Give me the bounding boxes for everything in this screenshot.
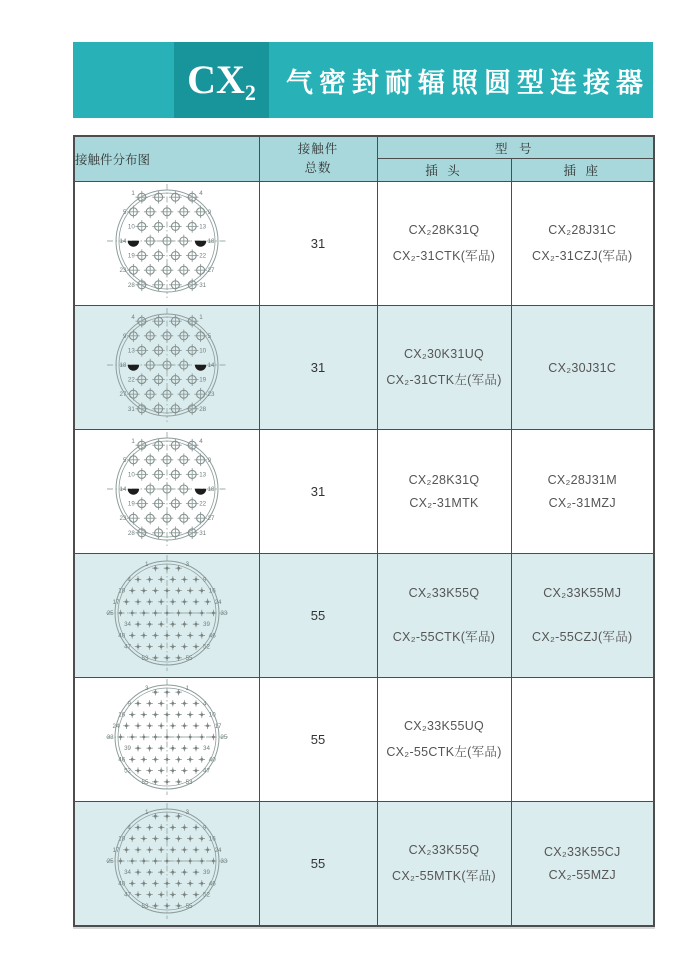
svg-text:4: 4 [202,700,207,708]
svg-text:52: 52 [123,767,131,775]
svg-text:10: 10 [208,711,216,719]
contact-count: 31 [259,306,377,430]
svg-text:27: 27 [119,391,127,399]
svg-text:47: 47 [123,643,131,651]
socket-models-cell [511,306,654,430]
svg-text:39: 39 [202,621,210,629]
pin-diagram [85,182,249,300]
header-model: 型 号 [377,136,654,159]
svg-text:16: 16 [208,835,216,843]
pin-diagram-cell [74,306,259,430]
plug-models-cell [377,554,511,678]
svg-text:4: 4 [198,438,203,446]
svg-text:19: 19 [127,252,135,260]
svg-text:24: 24 [214,598,222,606]
svg-text:34: 34 [123,869,131,877]
pin-diagram-cell [74,802,259,927]
page-title: 气密封耐辐照圆型连接器 [286,67,649,98]
svg-text:13: 13 [198,223,206,231]
spec-table-body [74,182,654,927]
socket-models [512,845,654,882]
socket-models [512,223,654,264]
header-socket: 插 座 [511,159,654,182]
svg-text:1: 1 [185,685,189,693]
model-text: CX₂-31CTK左(军品) [386,373,502,387]
svg-text:3: 3 [185,809,189,817]
header-contact-layout: 接触件分布图 [74,136,259,182]
svg-text:9: 9 [127,700,131,708]
header-contact-count-line1: 接触件 [297,141,339,156]
pin-diagram [85,554,249,672]
svg-text:16: 16 [118,711,125,719]
series-logo-text: CX [187,57,245,102]
svg-text:24: 24 [112,722,120,730]
plug-models [378,347,511,388]
svg-text:3: 3 [144,685,149,693]
svg-text:31: 31 [127,405,135,413]
svg-text:3: 3 [185,561,189,569]
svg-text:10: 10 [198,347,206,355]
model-text: CX₂-31MZJ [548,496,616,510]
contact-count: 55 [259,678,377,802]
svg-text:55: 55 [185,902,193,910]
svg-text:39: 39 [123,745,131,753]
svg-text:52: 52 [202,643,210,651]
contact-count: 31 [259,182,377,306]
header-contact-count-line2: 总数 [304,161,332,175]
plug-models-cell [377,802,511,927]
svg-text:18: 18 [207,486,215,493]
svg-text:39: 39 [202,869,210,877]
model-text: CX₂28J31M [547,473,617,487]
svg-text:46: 46 [118,756,125,764]
model-text: CX₂-31CTK(军品) [392,249,496,263]
header-plug: 插 头 [377,159,511,182]
socket-models [512,473,654,510]
svg-text:1: 1 [144,809,149,817]
svg-text:22: 22 [127,376,135,384]
svg-text:40: 40 [208,756,216,764]
svg-text:33: 33 [220,858,228,865]
plug-models [378,843,511,884]
pin-diagram-svg [85,430,249,548]
pin-diagram-cell [74,430,259,554]
plug-models-cell [377,306,511,430]
svg-text:23: 23 [207,391,215,399]
svg-text:27: 27 [207,515,215,523]
contact-count: 55 [259,802,377,927]
svg-text:1: 1 [131,438,135,446]
socket-models-cell [511,430,654,554]
pin-diagram [85,430,249,548]
svg-text:18: 18 [119,362,127,369]
model-text: CX₂28J31C [548,223,617,237]
svg-text:14: 14 [119,238,127,245]
svg-text:17: 17 [112,598,120,606]
svg-text:5: 5 [122,456,127,464]
model-text: CX₂28K31Q [408,473,480,487]
model-text: CX₂-55MTK(军品) [392,869,496,883]
svg-text:9: 9 [202,824,207,832]
svg-text:1: 1 [144,561,149,569]
svg-text:53: 53 [141,654,149,662]
plug-models [378,473,511,510]
socket-models-cell [511,678,654,802]
model-text: CX₂-55CTK(军品) [392,630,496,644]
pin-diagram-svg [85,182,249,300]
plug-models [378,719,511,760]
series-logo-box [174,42,269,118]
svg-text:22: 22 [198,252,206,260]
table-row [74,554,654,678]
svg-text:9: 9 [207,456,211,464]
table-row [74,430,654,554]
table-row [74,802,654,927]
svg-text:10: 10 [127,223,135,231]
pin-diagram-svg [85,306,249,424]
model-text: CX₂-55CTK左(军品) [386,745,502,759]
model-text: CX₂33K55MJ [543,586,622,600]
svg-text:53: 53 [185,778,193,786]
header-contact-count [259,136,377,182]
model-text: CX₂-55MZJ [548,868,616,882]
svg-text:13: 13 [127,347,135,355]
svg-text:25: 25 [220,734,228,741]
plug-models-cell [377,678,511,802]
svg-text:9: 9 [122,332,127,340]
svg-text:1: 1 [131,190,135,198]
spec-table-header [74,136,654,182]
plug-models [378,586,511,645]
plug-models-cell [377,430,511,554]
svg-text:53: 53 [141,902,149,910]
svg-text:34: 34 [202,745,210,753]
svg-text:5: 5 [207,332,211,340]
model-text: CX₂-31MTK [409,496,479,510]
svg-text:33: 33 [106,734,114,741]
svg-text:33: 33 [220,610,228,617]
model-text: CX₂28K31Q [408,223,480,237]
svg-text:23: 23 [119,515,127,523]
svg-text:47: 47 [202,767,210,775]
svg-text:24: 24 [214,846,222,854]
svg-text:17: 17 [112,846,120,854]
pin-diagram [85,802,249,920]
svg-text:47: 47 [123,891,131,899]
svg-text:52: 52 [202,891,210,899]
svg-text:55: 55 [141,778,149,786]
svg-text:23: 23 [119,267,127,275]
svg-text:25: 25 [106,610,114,617]
svg-text:28: 28 [127,281,135,289]
svg-text:28: 28 [198,405,206,413]
model-text: CX₂-31CZJ(军品) [532,249,633,263]
svg-text:4: 4 [127,576,131,584]
svg-text:9: 9 [202,576,207,584]
svg-text:19: 19 [127,500,135,508]
plug-models [378,223,511,264]
svg-text:40: 40 [118,632,125,640]
header-banner [73,42,653,118]
plug-models-cell [377,182,511,306]
pin-diagram-cell [74,554,259,678]
spec-table [73,135,655,927]
svg-text:10: 10 [118,587,125,595]
svg-text:31: 31 [198,529,206,537]
socket-models-cell [511,182,654,306]
svg-text:17: 17 [214,722,222,730]
socket-models [512,586,654,645]
table-row [74,182,654,306]
model-text: CX₂30J31C [548,360,617,375]
socket-models [512,361,654,375]
svg-text:18: 18 [207,238,215,245]
svg-text:46: 46 [208,880,216,888]
pin-diagram-svg [85,802,249,920]
pin-diagram-svg [85,554,249,672]
svg-text:25: 25 [106,858,114,865]
svg-text:4: 4 [127,824,131,832]
svg-text:31: 31 [198,281,206,289]
model-text: CX₂33K55Q [408,843,480,857]
series-logo-subscript: 2 [244,80,256,105]
model-text: CX₂30K31UQ [403,347,485,361]
svg-text:34: 34 [123,621,131,629]
svg-text:16: 16 [208,587,216,595]
svg-text:27: 27 [207,267,215,275]
svg-text:9: 9 [207,208,211,216]
svg-text:28: 28 [127,529,135,537]
svg-text:10: 10 [118,835,125,843]
pin-diagram [85,306,249,424]
svg-text:13: 13 [198,471,206,479]
model-text: CX₂33K55CJ [543,845,621,859]
model-text: CX₂-55CZJ(军品) [532,630,633,644]
pin-diagram-cell [74,182,259,306]
contact-count: 55 [259,554,377,678]
svg-text:1: 1 [198,314,203,322]
table-row [74,678,654,802]
socket-models-cell [511,802,654,927]
svg-text:46: 46 [208,632,216,640]
svg-text:40: 40 [118,880,125,888]
svg-text:14: 14 [207,362,215,369]
pin-diagram-svg [85,678,249,796]
table-row [74,306,654,430]
model-text: CX₂33K55Q [408,586,480,600]
svg-text:22: 22 [198,500,206,508]
contact-count: 31 [259,430,377,554]
socket-models-cell [511,554,654,678]
svg-text:19: 19 [198,376,206,384]
model-text: CX₂33K55UQ [403,719,485,733]
svg-text:14: 14 [119,486,127,493]
svg-text:4: 4 [198,190,203,198]
svg-text:55: 55 [185,654,193,662]
svg-text:4: 4 [131,314,135,322]
svg-text:5: 5 [122,208,127,216]
pin-diagram [85,678,249,796]
pin-diagram-cell [74,678,259,802]
svg-text:10: 10 [127,471,135,479]
